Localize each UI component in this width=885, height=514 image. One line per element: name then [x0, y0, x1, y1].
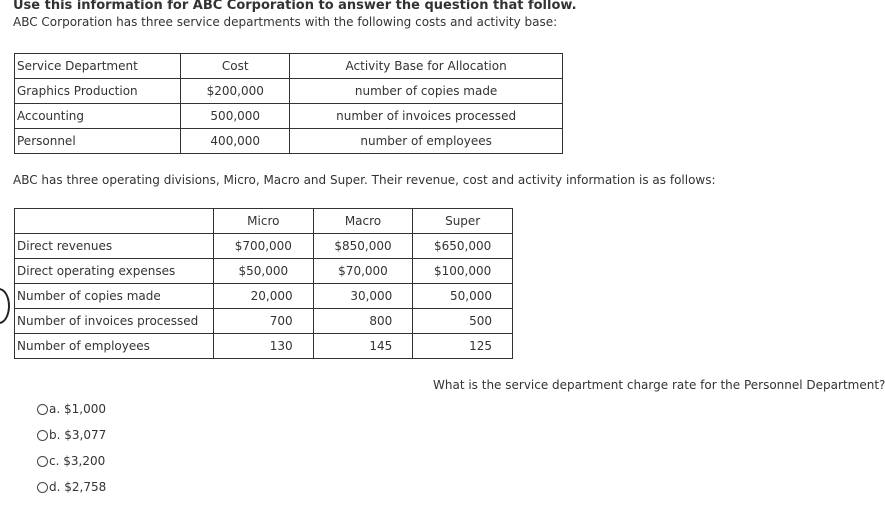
table-row — [15, 79, 563, 104]
table-cell: 130 — [214, 334, 314, 359]
table-cell: $70,000 — [313, 259, 413, 284]
table-header-row — [15, 209, 513, 234]
table-row — [15, 334, 513, 359]
divisions-text: ABC has three operating divisions, Micro, Macro and Super. Their revenue, cost and activity information is as follows: — [13, 173, 716, 187]
table-row — [15, 234, 513, 259]
header-cell — [15, 209, 214, 234]
table-cell: Accounting — [15, 104, 181, 129]
service-department-table — [14, 53, 563, 154]
answer-option-b[interactable] — [37, 428, 106, 442]
table-cell: Direct operating expenses — [15, 259, 214, 284]
table-cell: number of copies made — [290, 79, 563, 104]
margin-marker — [0, 288, 10, 324]
table-cell: Number of invoices processed — [15, 309, 214, 334]
table-cell: 30,000 — [313, 284, 413, 309]
table-cell: Direct revenues — [15, 234, 214, 259]
header-cell: Cost — [181, 54, 290, 79]
table-cell: 500 — [413, 309, 513, 334]
answer-option-c[interactable] — [37, 454, 105, 468]
table-cell: number of invoices processed — [290, 104, 563, 129]
table-cell: 700 — [214, 309, 314, 334]
option-letter: d. — [49, 480, 61, 494]
table-cell: Number of employees — [15, 334, 214, 359]
header-cell: Super — [413, 209, 513, 234]
table-cell: $50,000 — [214, 259, 314, 284]
intro-text: ABC Corporation has three service departments with the following costs and activity base: — [13, 15, 558, 29]
table-cell: 50,000 — [413, 284, 513, 309]
table-cell: Graphics Production — [15, 79, 181, 104]
header-cell: Service Department — [15, 54, 181, 79]
table-cell: $650,000 — [413, 234, 513, 259]
radio-button[interactable] — [37, 456, 48, 467]
page-title: Use this information for ABC Corporation to answer the question that follow. — [13, 0, 577, 13]
table-cell: $850,000 — [313, 234, 413, 259]
table-cell: $200,000 — [181, 79, 290, 104]
radio-button[interactable] — [37, 482, 48, 493]
radio-button[interactable] — [37, 404, 48, 415]
table-cell: 800 — [313, 309, 413, 334]
header-cell: Macro — [313, 209, 413, 234]
table-row — [15, 284, 513, 309]
option-letter: b. — [49, 428, 61, 442]
option-value: $2,758 — [64, 480, 107, 494]
option-letter: c. — [49, 454, 60, 468]
table-row — [15, 309, 513, 334]
header-cell: Activity Base for Allocation — [290, 54, 563, 79]
table-cell: Personnel — [15, 129, 181, 154]
question-text: What is the service department charge rate for the Personnel Department? — [433, 378, 885, 392]
answer-option-a[interactable] — [37, 402, 106, 416]
option-value: $1,000 — [64, 402, 106, 416]
table-cell: Number of copies made — [15, 284, 214, 309]
option-letter: a. — [49, 402, 61, 416]
table-cell: 145 — [313, 334, 413, 359]
table-header-row — [15, 54, 563, 79]
radio-button[interactable] — [37, 430, 48, 441]
option-value: $3,200 — [63, 454, 106, 468]
table-row — [15, 129, 563, 154]
table-cell: $100,000 — [413, 259, 513, 284]
table-row — [15, 104, 563, 129]
table-cell: 20,000 — [214, 284, 314, 309]
option-value: $3,077 — [64, 428, 107, 442]
division-table — [14, 208, 513, 359]
table-cell: $700,000 — [214, 234, 314, 259]
answer-option-d[interactable] — [37, 480, 106, 494]
table-cell: 125 — [413, 334, 513, 359]
table-cell: 400,000 — [181, 129, 290, 154]
table-cell: number of employees — [290, 129, 563, 154]
table-cell: 500,000 — [181, 104, 290, 129]
header-cell: Micro — [214, 209, 314, 234]
table-row — [15, 259, 513, 284]
